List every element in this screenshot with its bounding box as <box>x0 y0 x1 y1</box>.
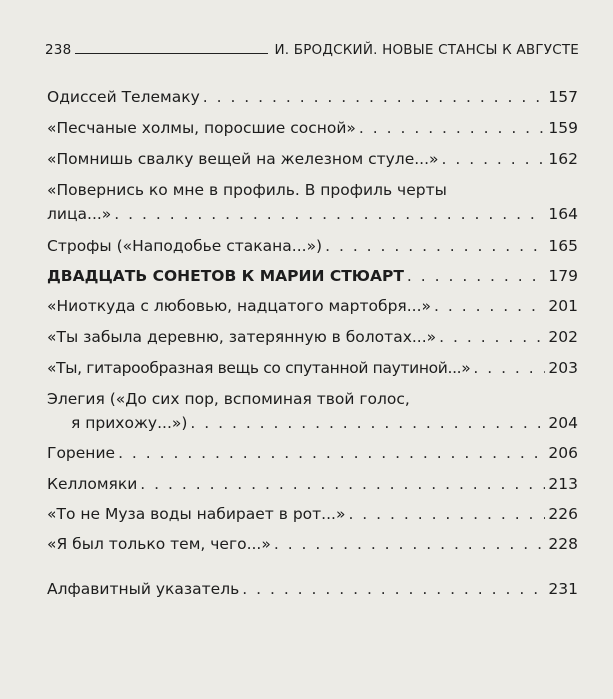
toc-entry-index <box>47 577 578 601</box>
toc-entry-page: 179 <box>548 267 578 285</box>
toc-entry <box>47 116 578 140</box>
toc-entry <box>47 472 578 496</box>
toc-entry-title: Келломяки <box>47 475 138 493</box>
dot-leader <box>203 85 546 109</box>
toc-entry <box>47 85 578 109</box>
toc-entry-page: 162 <box>548 150 578 168</box>
running-title: И. БРОДСКИЙ. НОВЫЕ СТАНСЫ К АВГУСТЕ <box>274 42 579 58</box>
toc-entry-title: Алфавитный указатель <box>47 580 240 598</box>
toc-entry-title-line1: Элегия («До сих пор, вспоминая твой голос, <box>47 390 410 408</box>
toc-entry-title-line1: «Повернись ко мне в профиль. В профиль черты <box>47 181 447 199</box>
toc-entry <box>47 147 578 171</box>
dot-leader <box>439 325 545 349</box>
toc-entry-title: Одиссей Телемаку <box>47 88 200 106</box>
dot-leader <box>114 202 545 226</box>
toc-entry <box>47 502 578 526</box>
toc-entry <box>47 356 578 380</box>
toc-entry-title: «Ты забыла деревню, затерянную в болотах...» <box>47 328 437 346</box>
dot-leader <box>407 264 545 288</box>
toc-entry-page: 201 <box>548 297 578 315</box>
toc-entry-page: 159 <box>548 119 578 137</box>
toc-entry <box>47 234 578 258</box>
toc-entry-page: 165 <box>548 237 578 255</box>
toc-entry-title-line2: лица...» <box>47 205 112 223</box>
toc-entry <box>47 294 578 318</box>
toc-entry-page: 213 <box>548 475 578 493</box>
toc-entry-page: 204 <box>548 414 578 432</box>
header-rule <box>75 53 268 54</box>
toc-entry-title: ДВАДЦАТЬ СОНЕТОВ К МАРИИ СТЮАРТ <box>47 267 404 285</box>
toc-entry <box>47 441 578 465</box>
toc-entry-page: 157 <box>548 88 578 106</box>
toc-entry-page: 228 <box>548 535 578 553</box>
dot-leader <box>359 116 545 140</box>
toc-entry-page: 164 <box>548 205 578 223</box>
toc-entry-title: Строфы («Наподобье стакана...») <box>47 237 323 255</box>
toc-entry <box>47 532 578 556</box>
dot-leader <box>325 234 545 258</box>
toc-entry-title: «То не Муза воды набирает в рот...» <box>47 505 346 523</box>
page-number: 238 <box>45 42 72 58</box>
toc-entry-title: «Песчаные холмы, поросшие сосной» <box>47 119 356 137</box>
dot-leader <box>442 147 546 171</box>
toc-entry <box>47 387 578 435</box>
toc-entry-title: «Помнишь свалку вещей на железном стуле...» <box>47 150 439 168</box>
toc-entry-section <box>47 264 578 288</box>
dot-leader <box>140 472 545 496</box>
dot-leader <box>348 502 545 526</box>
dot-leader <box>190 411 545 435</box>
dot-leader <box>434 294 545 318</box>
dot-leader <box>473 356 545 380</box>
toc-entry-title: «Я был только тем, чего...» <box>47 535 271 553</box>
toc-entry-page: 203 <box>548 359 578 377</box>
toc-entry-title: «Ты, гитарообразная вещь со спутанной паутиной...» <box>47 359 471 377</box>
toc-entry <box>47 178 578 226</box>
toc-entry-title: Горение <box>47 444 116 462</box>
dot-leader <box>274 532 546 556</box>
dot-leader <box>242 577 545 601</box>
toc-entry-page: 202 <box>548 328 578 346</box>
dot-leader <box>118 441 545 465</box>
toc-entry-page: 231 <box>548 580 578 598</box>
toc-entry <box>47 325 578 349</box>
toc-entry-page: 226 <box>548 505 578 523</box>
toc-entry-page: 206 <box>548 444 578 462</box>
toc-entry-title-line2: я прихожу...») <box>71 414 188 432</box>
table-of-contents <box>47 85 578 601</box>
toc-entry-title: «Ниоткуда с любовью, надцатого мартобря...» <box>47 297 432 315</box>
running-header <box>45 42 579 58</box>
